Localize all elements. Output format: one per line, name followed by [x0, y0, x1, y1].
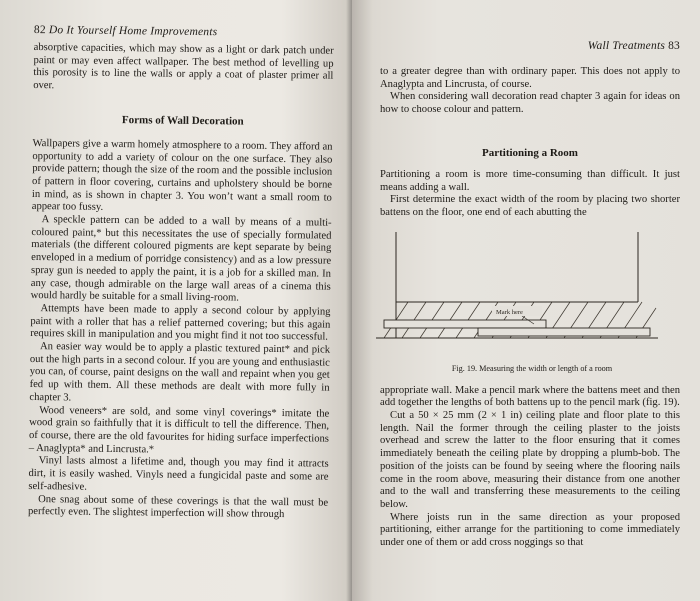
mark-here-label: Mark here: [496, 308, 523, 316]
right-page: [352, 0, 700, 601]
right-running-title: Wall Treatments: [587, 40, 666, 52]
right-paragraph: Cut a 50 × 25 mm (2 × 1 in) ceiling plate and floor plate to this length. Nail the former through the ceiling plaster to the joists overhead and screw the latter to the floor ensuring that it comes immediately beneath the ceiling plate by dropping a plumb-bob. The position of the joists can be found by seeing where the flooring nails come in the room above, measuring their distance from one another and to the wall and transferring these measurements to the ceiling below.: [380, 410, 680, 510]
right-page-number: 83: [668, 40, 680, 52]
right-paragraph: When considering wall decoration read chapter 3 again for ideas on how to choose colour and pattern.: [380, 91, 680, 116]
left-paragraph: An easier way would be to apply a plastic textured paint* and pick out the high parts in a second colour. If you are young and enthusiastic you can, of course, paint designs on the wall and repaint when you get fed up with them. All these methods are dealt with more fully in chapter 3.: [29, 341, 331, 404]
left-running-head: [34, 24, 334, 40]
right-paragraph: First determine the exact width of the room by placing two shorter battens on the floor, one end of each abutting the: [380, 194, 680, 218]
figure-19: [374, 232, 690, 373]
left-section-heading: Forms of Wall Decoration: [121, 113, 244, 128]
left-text-block: [28, 24, 334, 523]
right-paragraph: Partitioning a room is more time-consuming than difficult. It just means adding a wall.: [380, 168, 680, 193]
right-paragraph: to a greater degree than with ordinary paper. This does not apply to Anaglypta and Lincrusta, of course.: [380, 66, 680, 90]
right-section-heading: Partitioning a Room: [482, 146, 578, 159]
left-paragraph: Vinyl lasts almost a lifetime and, though you may find it attracts dirt, it is easily washed. Vinyls need a fungicidal paste and some are self-adhesive.: [28, 455, 329, 493]
left-paragraph: Wallpapers give a warm homely atmosphere to a room. They afford an opportunity to add a variety of colour on the one surface. They also provide pattern; though the size of the room and the possible inclusion of pattern in floor covering, curtains and upholstery should be borne in mind, as is shown in chapter 3. You won’t want a small room to appear too fussy.: [31, 137, 333, 214]
right-paragraph: appropriate wall. Make a pencil mark where the battens meet and then add together the lengths of both battens up to the pencil mark (fig. 19).: [380, 384, 680, 409]
right-paragraph: Where joists run in the same direction as your proposed partitioning, either arrange for the partitioning to come immediately under one of them or add cross noggings so that: [380, 511, 680, 549]
right-running-head: [380, 40, 680, 52]
left-page-number: 82: [33, 24, 46, 37]
left-intro-paragraph: absorptive capacities, which may show as a light or dark patch under paint or may even affect wallpaper. The best method of levelling up this porosity is to line the walls or apply a coat of plaster primer all over.: [33, 41, 334, 92]
left-paragraph: One snag about some of these coverings is that the wall must be perfectly even. The slightest imperfection will show through: [27, 493, 329, 521]
batten-left: [384, 320, 546, 328]
batten-right: [478, 328, 650, 336]
figure-caption: Fig. 19. Measuring the width or length of a room: [451, 363, 613, 373]
left-running-title: Do It Yourself Home Improvements: [48, 24, 218, 39]
room-measure-diagram: [374, 232, 664, 360]
left-paragraph: Wood veneers* are sold, and some vinyl coverings* imitate the wood grain so faithfully that it is difficult to tell the difference. Then, of course, there are the old favourites for hiding surface imperfections – Anaglypta* and Lincrusta.*: [28, 404, 330, 456]
left-paragraph: A speckle pattern can be added to a wall by means of a multi-coloured paint,* but this necessitates the use of specially formulated materials (the different coloured pigments are kept separate by being enveloped in a medium of porridge consistency) and as a low pressure spray gun is needed to apply the paint, it is a job for a skilled man. In any case, though admirable on the large wall areas of a cinema this would hardly be suitable for a small living-room.: [30, 214, 332, 304]
left-paragraph: Attempts have been made to apply a second colour by applying paint with a roller that has a relief patterned covering; but this again requires skill in manipulation and you might find it not too successful.: [30, 303, 331, 343]
